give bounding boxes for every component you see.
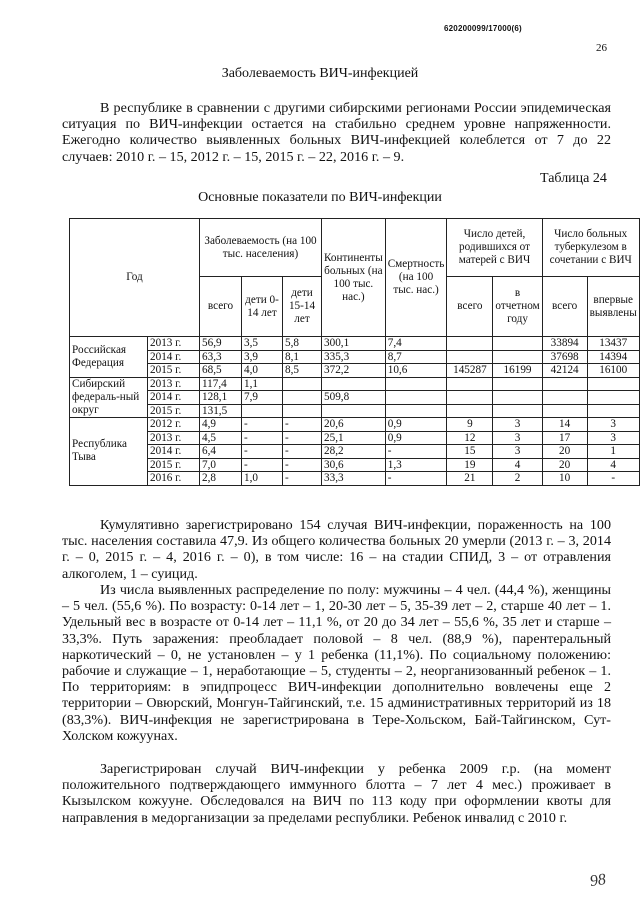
table-body xyxy=(70,337,640,486)
value-cell xyxy=(283,377,322,391)
value-cell xyxy=(385,391,447,405)
value-cell xyxy=(385,404,447,418)
hiv-indicators-table xyxy=(69,218,640,486)
value-cell: 3 xyxy=(493,431,542,445)
value-cell: - xyxy=(283,431,322,445)
header-children: Число детей, родившихся от матерей с ВИЧ xyxy=(447,219,542,277)
value-cell xyxy=(542,404,587,418)
year-cell: 2012 г. xyxy=(148,418,200,432)
paragraph-cumulative-text: Кумулятивно зарегистрировано 154 случая ВИЧ-инфекции, пораженность на 100 тыс. населения составила 47,9. Из общего количества больных 20 умерли (2013 г. – 3, 2014 г. – 0, 2015 г. – 4, 2016 г. – 0), в том числе: 16 – на стадии СПИД, 3 – от отравления алкоголем, 1 – суицид. xyxy=(62,517,611,582)
header-tb: Число больных туберкулезом в сочетании с ВИЧ xyxy=(542,219,639,277)
header-children-year: в отчетном году xyxy=(493,277,542,337)
value-cell: 0,9 xyxy=(385,431,447,445)
value-cell: 4 xyxy=(493,458,542,472)
value-cell: 33,3 xyxy=(322,472,386,486)
value-cell: 4 xyxy=(587,458,639,472)
paragraph-child-case xyxy=(62,761,611,826)
paragraph-distribution-text: Из числа выявленных распределение по полу: мужчины – 4 чел. (44,4 %), женщины – 5 чел. (55,6 %). По возрасту: 0-14 лет – 1, 20-30 лет – 5, 35-39 лет – 2, старше 40 лет – 1. Удельный вес в возрасте от 0-14 лет – 11,1 %, от 20 до 34 лет – 55,6 %, 35 лет и старше – 33,3%. Путь заражения: преобладает половой – 8 чел. (88,9 %), парентеральный наркотический – 0, не установлен – у 1 ребенка (11,1%). По социальному положению: рабочие и служащие – 1, неработающие – 5, студенты – 2, неорганизованный ребенок – 1. По территориям: в эпидпроцесс ВИЧ-инфекции дополнительно вовлечены еще 2 территории – Овюрский, Монгун-Тайгинский, т.е. 15 административных территорий из 18 (83,3%). ВИЧ-инфекция не зарегистрирована в Тере-Хольском, Бай-Тайгинском, Сут-Холском кожуунах. xyxy=(62,582,611,744)
value-cell: 8,7 xyxy=(385,350,447,364)
value-cell: 14 xyxy=(542,418,587,432)
header-tb-first: впервые выявлены xyxy=(587,277,639,337)
value-cell: 7,4 xyxy=(385,337,447,351)
value-cell: 1 xyxy=(587,445,639,459)
value-cell: 68,5 xyxy=(200,364,242,378)
table-row xyxy=(70,391,640,405)
table-row xyxy=(70,431,640,445)
value-cell: - xyxy=(385,445,447,459)
value-cell: 4,9 xyxy=(200,418,242,432)
value-cell: 128,1 xyxy=(200,391,242,405)
value-cell xyxy=(542,377,587,391)
value-cell xyxy=(493,377,542,391)
value-cell: 12 xyxy=(447,431,493,445)
table-row xyxy=(70,404,640,418)
value-cell: 7,0 xyxy=(200,458,242,472)
value-cell xyxy=(322,404,386,418)
handwritten-page-mark: 98 xyxy=(588,870,608,891)
header-year: Год xyxy=(70,219,200,337)
year-cell: 2013 г. xyxy=(148,431,200,445)
value-cell xyxy=(385,377,447,391)
header-morbidity: Заболеваемость (на 100 тыс. населения) xyxy=(200,219,322,277)
year-cell: 2014 г. xyxy=(148,350,200,364)
value-cell xyxy=(447,337,493,351)
value-cell: 2 xyxy=(493,472,542,486)
value-cell xyxy=(493,350,542,364)
value-cell: 6,4 xyxy=(200,445,242,459)
section-title: Заболеваемость ВИЧ-инфекцией xyxy=(221,66,419,81)
value-cell: 372,2 xyxy=(322,364,386,378)
value-cell xyxy=(447,404,493,418)
value-cell: 5,8 xyxy=(283,337,322,351)
value-cell xyxy=(493,337,542,351)
page-number: 26 xyxy=(596,42,607,54)
value-cell: 3 xyxy=(587,418,639,432)
value-cell: 8,1 xyxy=(283,350,322,364)
value-cell xyxy=(587,404,639,418)
region-cell: Республика Тыва xyxy=(70,418,148,486)
value-cell xyxy=(322,377,386,391)
value-cell: - xyxy=(242,458,283,472)
value-cell: 8,5 xyxy=(283,364,322,378)
value-cell: 4,0 xyxy=(242,364,283,378)
year-cell: 2014 г. xyxy=(148,445,200,459)
value-cell: 56,9 xyxy=(200,337,242,351)
value-cell xyxy=(542,391,587,405)
value-cell: 4,5 xyxy=(200,431,242,445)
value-cell: - xyxy=(242,431,283,445)
header-morbidity-total: всего xyxy=(200,277,242,337)
value-cell: 9 xyxy=(447,418,493,432)
value-cell: 42124 xyxy=(542,364,587,378)
value-cell xyxy=(242,404,283,418)
value-cell: 20 xyxy=(542,445,587,459)
value-cell: 1,1 xyxy=(242,377,283,391)
value-cell: 10 xyxy=(542,472,587,486)
table-row xyxy=(70,337,640,351)
intro-paragraph xyxy=(62,100,611,165)
value-cell: 20 xyxy=(542,458,587,472)
year-cell: 2015 г. xyxy=(148,404,200,418)
value-cell: 15 xyxy=(447,445,493,459)
value-cell xyxy=(447,377,493,391)
value-cell: - xyxy=(385,472,447,486)
header-children-total: всего xyxy=(447,277,493,337)
year-cell: 2016 г. xyxy=(148,472,200,486)
value-cell: 13437 xyxy=(587,337,639,351)
value-cell: - xyxy=(242,445,283,459)
value-cell: 19 xyxy=(447,458,493,472)
value-cell: 30,6 xyxy=(322,458,386,472)
value-cell: 117,4 xyxy=(200,377,242,391)
value-cell: 300,1 xyxy=(322,337,386,351)
value-cell: 33894 xyxy=(542,337,587,351)
value-cell: - xyxy=(283,418,322,432)
value-cell: 0,9 xyxy=(385,418,447,432)
value-cell: 25,1 xyxy=(322,431,386,445)
value-cell xyxy=(493,404,542,418)
value-cell xyxy=(587,391,639,405)
value-cell xyxy=(447,350,493,364)
value-cell xyxy=(283,391,322,405)
value-cell: - xyxy=(587,472,639,486)
value-cell: 3 xyxy=(493,418,542,432)
value-cell: 3,9 xyxy=(242,350,283,364)
value-cell: 17 xyxy=(542,431,587,445)
value-cell: 14394 xyxy=(587,350,639,364)
region-cell: Сибирский федераль-ный округ xyxy=(70,377,148,418)
paragraph-cumulative xyxy=(62,517,611,582)
year-cell: 2013 г. xyxy=(148,337,200,351)
table-row xyxy=(70,377,640,391)
table-row xyxy=(70,458,640,472)
year-cell: 2013 г. xyxy=(148,377,200,391)
value-cell: 145287 xyxy=(447,364,493,378)
document-number: 620200099/17000(6) xyxy=(444,24,522,33)
value-cell: 2,8 xyxy=(200,472,242,486)
value-cell: 16199 xyxy=(493,364,542,378)
value-cell: 1,3 xyxy=(385,458,447,472)
value-cell xyxy=(587,377,639,391)
header-morbidity-0-14: дети 0-14 лет xyxy=(242,277,283,337)
value-cell xyxy=(447,391,493,405)
value-cell xyxy=(493,391,542,405)
intro-text: В республике в сравнении с другими сибирскими регионами России эпидемическая ситуация по ВИЧ-инфекции остается на стабильно среднем уровне напряженности. Ежегодно количество выявленных больных ВИЧ-инфекцией колеблется от 7 до 22 случаев: 2010 г. – 15, 2012 г. – 15, 2015 г. – 22, 2016 г. – 9. xyxy=(62,100,611,165)
value-cell: 3 xyxy=(587,431,639,445)
header-morbidity-15-14: дети 15-14 лет xyxy=(283,277,322,337)
value-cell: 131,5 xyxy=(200,404,242,418)
value-cell: 3 xyxy=(493,445,542,459)
year-cell: 2015 г. xyxy=(148,364,200,378)
table-row xyxy=(70,472,640,486)
year-cell: 2015 г. xyxy=(148,458,200,472)
value-cell: 3,5 xyxy=(242,337,283,351)
region-cell: Российская Федерация xyxy=(70,337,148,378)
value-cell xyxy=(283,404,322,418)
value-cell: 63,3 xyxy=(200,350,242,364)
table-row xyxy=(70,350,640,364)
table-row xyxy=(70,418,640,432)
table-row xyxy=(70,445,640,459)
value-cell: 21 xyxy=(447,472,493,486)
paragraph-child-case-text: Зарегистрирован случай ВИЧ-инфекции у ребенка 2009 г.р. (на момент положительного подтверждающего иммунного блотта – 7 лет 4 мес.) проживает в Кызылском кожууне. Обследовался на ВИЧ по 113 коду при оформлении квоты для направления в медорганизации за пределами республики. Ребенок инвалид с 2010 г. xyxy=(62,761,611,826)
paragraph-distribution xyxy=(62,582,611,744)
value-cell: 509,8 xyxy=(322,391,386,405)
table-number: Таблица 24 xyxy=(540,171,607,186)
value-cell: - xyxy=(242,418,283,432)
table-row xyxy=(70,364,640,378)
value-cell: 10,6 xyxy=(385,364,447,378)
header-mortality: Смертность (на 100 тыс. нас.) xyxy=(385,219,447,337)
value-cell: - xyxy=(283,445,322,459)
year-cell: 2014 г. xyxy=(148,391,200,405)
value-cell: 335,3 xyxy=(322,350,386,364)
value-cell: 16100 xyxy=(587,364,639,378)
value-cell: 7,9 xyxy=(242,391,283,405)
value-cell: - xyxy=(283,458,322,472)
value-cell: 1,0 xyxy=(242,472,283,486)
table-title: Основные показатели по ВИЧ-инфекции xyxy=(198,190,442,205)
value-cell: 37698 xyxy=(542,350,587,364)
value-cell: - xyxy=(283,472,322,486)
value-cell: 20,6 xyxy=(322,418,386,432)
header-contingent: Континенты больных (на 100 тыс. нас.) xyxy=(322,219,386,337)
header-tb-total: всего xyxy=(542,277,587,337)
value-cell: 28,2 xyxy=(322,445,386,459)
